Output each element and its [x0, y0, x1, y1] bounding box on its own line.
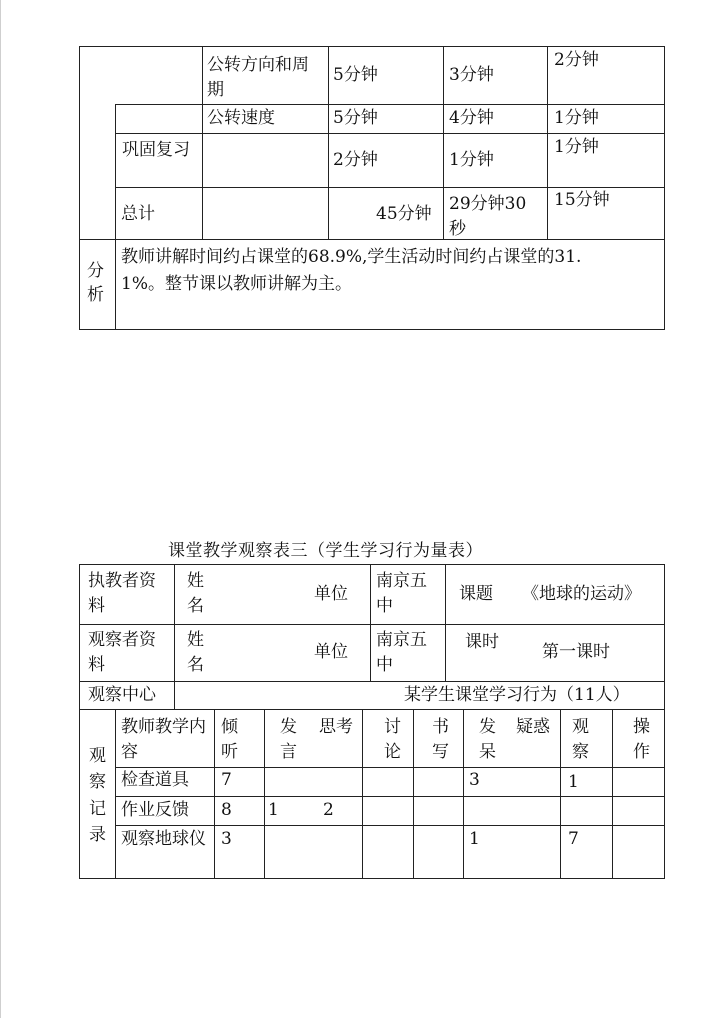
center-label: 观察中心 — [88, 685, 156, 705]
name-label: 姓名 — [187, 571, 204, 616]
table-row-content: 观察地球仪 — [121, 829, 206, 849]
header-think: 思考 — [319, 717, 353, 737]
time-cell: 1分钟 — [449, 150, 494, 170]
time-cell: 1分钟 — [554, 108, 599, 128]
record-label: 观察记录 — [89, 746, 106, 846]
daze-count: 3 — [469, 770, 480, 790]
daze-count: 1 — [469, 829, 480, 849]
think-count: 2 — [323, 800, 334, 820]
time-cell: 4分钟 — [449, 108, 494, 128]
topic-label: 课题 — [459, 584, 493, 604]
topic-value: 《地球的运动》 — [522, 584, 641, 604]
analysis-text: 教师讲解时间约占课堂的68.9%,学生活动时间约占课堂的31.1%。整节课以教师讲解为主。 — [121, 247, 582, 295]
time-cell: 2分钟 — [333, 150, 378, 170]
speak-count: 1 — [268, 800, 279, 820]
page-edge — [0, 0, 1, 1018]
topic-cell: 公转方向和周期 — [207, 55, 309, 100]
observer-info-label: 观察者资料 — [88, 630, 156, 675]
time-cell: 15分钟 — [554, 190, 610, 210]
unit-label: 单位 — [314, 584, 348, 604]
header-write: 书写 — [432, 717, 449, 762]
hour-label: 课时 — [465, 632, 499, 652]
header-daze: 发呆 — [479, 717, 496, 762]
time-cell: 5分钟 — [333, 108, 378, 128]
unit-label: 单位 — [314, 642, 348, 662]
analysis-label: 分析 — [87, 261, 104, 305]
observe-count: 7 — [568, 829, 579, 849]
school-value: 南京五中 — [376, 630, 427, 675]
center-value: 某学生课堂学习行为（11人） — [404, 685, 630, 705]
total-label: 总计 — [121, 204, 155, 224]
header-content: 教师教学内容 — [121, 717, 206, 762]
header-observe: 观察 — [572, 717, 589, 762]
table-row-content: 作业反馈 — [121, 800, 189, 820]
header-operate: 操作 — [633, 717, 650, 762]
listen-count: 8 — [221, 800, 232, 820]
header-speak: 发言 — [280, 717, 297, 762]
observe-count: 1 — [568, 772, 579, 792]
time-cell: 29分钟30秒 — [449, 194, 527, 239]
listen-count: 7 — [221, 770, 232, 790]
teacher-info-label: 执教者资料 — [88, 571, 156, 616]
topic-cell: 公转速度 — [207, 108, 275, 128]
listen-count: 3 — [221, 829, 232, 849]
time-cell: 1分钟 — [554, 137, 599, 157]
label-cell: 巩固复习 — [122, 140, 190, 160]
header-doubt: 疑惑 — [516, 717, 550, 737]
table-row-content: 检查道具 — [121, 770, 189, 790]
header-discuss: 讨论 — [384, 717, 401, 762]
time-cell: 45分钟 — [376, 204, 432, 224]
time-cell: 2分钟 — [554, 50, 599, 70]
observation-table-title: 课堂教学观察表三（学生学习行为量表） — [168, 541, 483, 561]
school-value: 南京五中 — [376, 571, 427, 616]
header-listen: 倾听 — [221, 717, 238, 762]
name-label: 姓名 — [187, 630, 204, 675]
time-cell: 5分钟 — [333, 65, 378, 85]
time-cell: 3分钟 — [449, 65, 494, 85]
hour-value: 第一课时 — [542, 642, 610, 662]
